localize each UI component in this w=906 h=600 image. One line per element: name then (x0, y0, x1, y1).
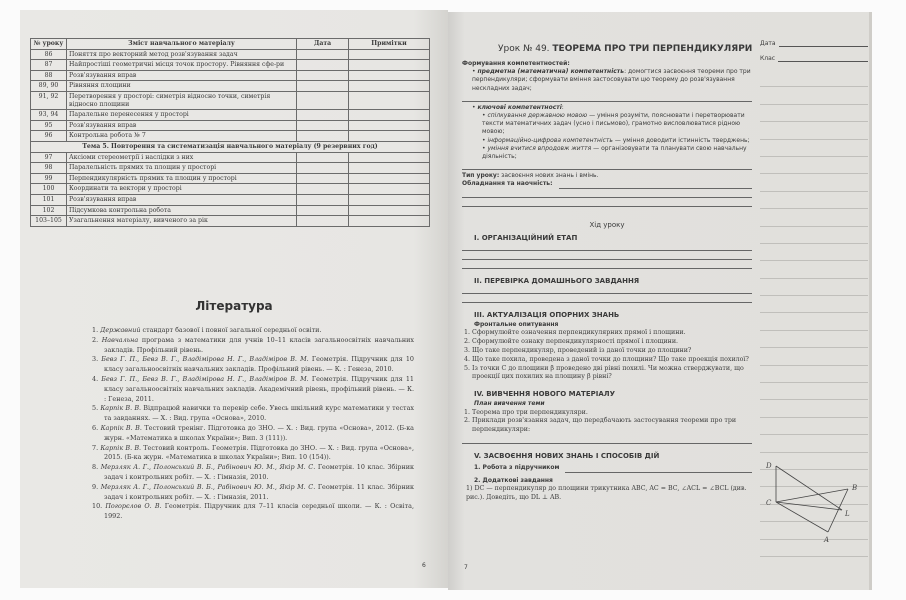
date-cell[interactable] (297, 205, 349, 216)
table-row (31, 152, 430, 163)
margin-line[interactable] (760, 435, 868, 452)
lit-author: Карпік В. В. (100, 423, 142, 432)
label-l: L (845, 510, 850, 518)
margin-line[interactable] (760, 227, 868, 244)
geometry-figure (766, 460, 866, 550)
subject-competence: • предметна (математична) компетентність: домогтися засвоєння теореми про три перпендикуляри; сформувати вміння застосовувати цю теорему до розв'язування нескладних задач; (472, 68, 751, 92)
lit-author: Погорєлов О. В. (105, 502, 162, 511)
label-d: D (766, 462, 772, 470)
literature-item: 7. Карпік В. В. Тестовий контроль. Геометрія. Підготовка до ЗНО. — Х. : Вид. група «Основа», 2015. (Б-ка журн. «Математика в школах України»; Вип. 10 (154)). (92, 443, 414, 462)
margin-line[interactable] (760, 383, 868, 400)
date-cell[interactable] (297, 194, 349, 205)
lesson-content: Узагальнення матеріалу, вивченого за рік (67, 216, 297, 227)
subject-comp-label: предметна (математична) компетентність (477, 68, 625, 76)
date-cell[interactable] (297, 81, 349, 92)
blank-line[interactable] (462, 189, 752, 198)
lit-ref: Тестовий контроль. Геометрія. Підготовка до ЗНО. — Х. : Вид. група «Основа», 2015. (Б-ка журн. «Математика в школах України»; Вип. 10 (154)). (104, 443, 414, 462)
table-row (31, 120, 430, 131)
textbook-field[interactable] (565, 464, 752, 473)
col-lesson-no: № уроку (31, 39, 67, 50)
lesson-content: Розв'язування вправ (67, 120, 297, 131)
section-3: III. АКТУАЛІЗАЦІЯ ОПОРНИХ ЗНАНЬ (474, 311, 620, 320)
blank-line[interactable] (462, 285, 752, 294)
lit-ref: Геометрія. Підручник для 11 класу загальноосвітніх навчальних закладів. Академічний рівень, профільний рівень. — К. : Генеза, 2011. (104, 374, 414, 403)
question-item: 4. Що таке похила, проведена з даної точки до площини? Що таке проекція похилої? (464, 355, 749, 363)
lesson-type: засвоєння нових знань і вмінь. (499, 172, 599, 180)
lit-ref: програма з математики для учнів 10–11 класів загальноосвітніх навчальних закладів. Профільний рівень. (104, 335, 414, 354)
lesson-content: Поняття про векторний метод розв'язування задач (67, 49, 297, 60)
date-cell[interactable] (297, 91, 349, 109)
literature-title: Література (195, 299, 273, 313)
task-1: 1) DC — перпендикуляр до площини трикутника ABC, AC = BC, ∠ACL = ∠BCL (див. рис.). Доведіть, що DL ⊥ AB. (466, 485, 747, 502)
col-date: Дата (297, 39, 349, 50)
margin-line[interactable] (760, 348, 868, 365)
key-item-label: інформаційно-цифрова компетентність (487, 136, 613, 144)
margin-line[interactable] (760, 87, 868, 104)
literature-item: 2. Навчальна програма з математики для учнів 10–11 класів загальноосвітніх навчальних закладів. Профільний рівень. (92, 335, 414, 354)
table-row (31, 81, 430, 92)
notes-cell[interactable] (349, 152, 430, 163)
key-item-label: спілкування державною мовою (487, 112, 588, 120)
lesson-content: Розв'язування вправ (67, 194, 297, 205)
key-item-text: — організовувати та планувати свою навчальну діяльність; (482, 144, 747, 161)
lesson-heading (498, 44, 752, 54)
margin-line[interactable] (760, 105, 868, 122)
notes-cell[interactable] (349, 110, 430, 121)
lit-ref: Відпрацюй навички та перевір себе. Увесь шкільний курс математики у тестах та завданнях. — Х. : Вид. група «Основа», 2010. (104, 404, 415, 423)
lit-author: Мерзляк А. Г., Полонський В. Б., Рабінович Ю. М., Якір М. С. (100, 463, 316, 472)
blank-line[interactable] (462, 435, 752, 444)
class-label: Клас (760, 55, 776, 62)
literature-item: 5. Карпік В. В. Відпрацюй навички та перевір себе. Увесь шкільний курс математики у тестах та завданнях. — Х. : Вид. група «Основа», 2010. (92, 404, 415, 423)
key-comp-label: ключові компетентності (477, 103, 562, 111)
notes-cell[interactable] (349, 173, 430, 184)
literature-item: 3. Бевз Г. П., Бевз В. Г., Владімірова Н. Г., Владіміров В. М. Геометрія. Підручник для 10 класу загальноосвітніх навчальних закладів. Профільний рівень. — К. : Генеза, 2010. (92, 355, 414, 374)
blank-line[interactable] (462, 294, 752, 303)
notes-cell[interactable] (349, 120, 430, 131)
section-3-sub: Фронтальне опитування (474, 321, 559, 329)
lesson-content: Перетворення у просторі: симетрія відносно точки, симетрія відносно площини (67, 91, 297, 109)
table-row (31, 60, 430, 71)
class-field[interactable] (778, 55, 868, 62)
section-5-1: 1. Робота з підручником (474, 464, 560, 472)
lesson-no: 98 (31, 163, 67, 174)
literature-item: 10. Погорєлов О. В. Геометрія. Підручник для 7–11 класів середньої школи. — К. : Освіта, 1992. (92, 502, 414, 521)
lit-ref: Геометрія. 11 клас. Збірник задач і контрольних робіт. — Х. : Гімназія, 2011. (104, 482, 414, 501)
plan-item: 1. Теорема про три перпендикуляри. (464, 408, 588, 416)
date-cell[interactable] (297, 110, 349, 121)
blank-line[interactable] (462, 93, 752, 102)
questions-list (462, 329, 752, 382)
label-a: A (824, 536, 830, 544)
key-item-label: уміння вчитися впродовж життя (487, 144, 592, 152)
topic-row: Тема 5. Повторення та систематизація навчального матеріалу (9 резервних год) (31, 141, 430, 152)
margin-line[interactable] (760, 400, 868, 417)
lesson-no: 99 (31, 173, 67, 184)
blank-line[interactable] (462, 198, 752, 207)
notes-cell[interactable] (349, 70, 430, 81)
key-item-text: — уміння доводити істинність тверджень; (612, 136, 750, 144)
lit-author: Бевз Г. П., Бевз В. Г., Владімірова Н. Г., Владіміров В. М. (101, 355, 309, 364)
lit-ref: стандарт базової і повної загальної середньої освіти. (140, 326, 322, 334)
margin-line[interactable] (760, 418, 868, 435)
section-2: II. ПЕРЕВІРКА ДОМАШНЬОГО ЗАВДАННЯ (474, 276, 640, 285)
lesson-content: Найпростіші геометричні місця точок простору. Рівняння сфе-ри (67, 60, 297, 71)
margin-line[interactable] (760, 261, 868, 278)
date-cell[interactable] (297, 152, 349, 163)
margin-line[interactable] (760, 209, 868, 226)
literature-item: 4. Бевз Г. П., Бевз В. Г., Владімірова Н. Г., Владіміров В. М. Геометрія. Підручник для 11 класу загальноосвітніх навчальних закладів. Академічний рівень, профільний рівень. — К. : Генеза, 2011. (92, 374, 414, 403)
lesson-content: Підсумкова контрольна робота (67, 205, 297, 216)
table-row (31, 49, 430, 60)
notes-cell[interactable] (349, 60, 430, 71)
table-row (31, 194, 430, 205)
lesson-title: ТЕОРЕМА ПРО ТРИ ПЕРПЕНДИКУЛЯРИ (552, 44, 753, 54)
section-4: IV. ВИВЧЕННЯ НОВОГО МАТЕРІАЛУ (474, 390, 615, 399)
literature-item: 9. Мерзляк А. Г., Полонський В. Б., Рабінович Ю. М., Якір М. С. Геометрія. 11 клас. Збірник задач і контрольних робіт. — Х. : Гімназія, 2011. (92, 482, 414, 501)
date-cell[interactable] (297, 163, 349, 174)
lesson-content: Перпендикулярність прямих та площин у просторі (67, 173, 297, 184)
plan-item: 2. Приклади розв'язання задач, що передбачають застосування теореми про три перпендикуляри: (464, 417, 737, 434)
lesson-content: Аксіоми стереометрії і наслідки з них (67, 152, 297, 163)
equipment-field[interactable] (559, 180, 753, 189)
page-number: 6 (422, 562, 426, 569)
date-cell[interactable] (297, 70, 349, 81)
margin-line[interactable] (760, 244, 868, 261)
notes-cell[interactable] (349, 81, 430, 92)
lesson-no: 101 (31, 194, 67, 205)
lesson-content: Рівняння площини (67, 81, 297, 92)
literature-item: 1. Державний стандарт базової і повної загальної середньої освіти. (92, 326, 322, 334)
margin-line[interactable] (760, 366, 868, 383)
lesson-no: 97 (31, 152, 67, 163)
lit-ref: Геометрія. Підручник для 7–11 класів середньої школи. — К. : Освіта, 1992. (104, 502, 414, 521)
date-cell[interactable] (297, 120, 349, 131)
right-page (448, 12, 872, 590)
lesson-plan (462, 60, 752, 503)
lesson-no: 86 (31, 49, 67, 60)
lesson-no: 102 (31, 205, 67, 216)
table-row (31, 205, 430, 216)
date-cell[interactable] (297, 173, 349, 184)
notes-cell[interactable] (349, 184, 430, 195)
key-competence-item: • уміння вчитися впродовж життя — організовувати та планувати свою навчальну діяльність; (482, 144, 747, 161)
plan-list (462, 409, 752, 435)
margin-line[interactable] (760, 313, 868, 330)
table-row (31, 184, 430, 195)
notes-cell[interactable] (349, 205, 430, 216)
question-item: 2. Сформулюйте ознаку перпендикулярності прямої і площини. (464, 338, 679, 346)
lit-author: Карпік В. В. (100, 404, 142, 413)
question-item: 1. Сформулюйте означення перпендикулярних прямої і площини. (464, 329, 686, 337)
lesson-type-label: Тип уроку: (462, 172, 500, 180)
lesson-content: Паралельність прямих та площин у просторі (67, 163, 297, 174)
blank-line[interactable] (462, 242, 752, 251)
lit-author: Бевз Г. П., Бевз В. Г., Владімірова Н. Г., Владіміров В. М. (101, 374, 309, 383)
margin-line[interactable] (760, 122, 868, 139)
key-item-text: — уміння розуміти, пояснювати і перетворювати тексти математичних задач (усно і письмово), грамотно висловлюватися рідною мовою; (482, 112, 745, 136)
table-row (31, 110, 430, 121)
lit-author: Навчальна (101, 335, 139, 344)
margin-line[interactable] (760, 140, 868, 157)
blank-line[interactable] (462, 161, 752, 170)
lesson-number: Урок № 49. (498, 44, 550, 54)
date-cell[interactable] (297, 184, 349, 195)
literature-item: 6. Карпік В. В. Тестовий тренінг. Підготовка до ЗНО. — Х. : Вид. група «Основа», 2012. (Б-ка журн. «Математика в школах України»; Вип. 3 (111)). (92, 423, 414, 442)
notes-cell[interactable] (349, 216, 430, 227)
margin-line[interactable] (760, 70, 868, 87)
date-cell[interactable] (297, 60, 349, 71)
margin-line[interactable] (760, 331, 868, 348)
key-competence-item: • інформаційно-цифрова компетентність — уміння доводити істинність тверджень; (482, 136, 750, 144)
lit-author: Карпік В. В. (100, 443, 142, 452)
col-content: Зміст навчального матеріалу (67, 39, 297, 50)
section-5-2: 2. Додаткові завдання (474, 477, 553, 485)
label-c: C (766, 499, 772, 507)
blank-line[interactable] (462, 260, 752, 269)
notes-cell[interactable] (349, 163, 430, 174)
lesson-no: 100 (31, 184, 67, 195)
table-row (31, 70, 430, 81)
lit-ref: Геометрія. 10 клас. Збірник задач і контрольних робіт. — Х. : Гімназія, 2010. (104, 463, 414, 481)
lesson-no: 103–105 (31, 216, 67, 227)
course-title: Хід уроку (589, 221, 625, 230)
lesson-no: 91, 92 (31, 91, 67, 109)
table-row (31, 163, 430, 174)
table-row (31, 91, 430, 109)
subject-comp-text: : домогтися засвоєння теореми про три перпендикуляри; сформувати вміння застосовувати цю теорему до розв'язування нескладних задач; (472, 68, 751, 92)
lesson-no: 96 (31, 131, 67, 142)
date-label: Дата (760, 40, 776, 47)
section-1: I. ОРГАНІЗАЦІЙНИЙ ЕТАП (474, 233, 578, 242)
notes-cell[interactable] (349, 49, 430, 60)
margin-line[interactable] (760, 174, 868, 191)
key-competence: • ключові компетентності: (472, 103, 564, 111)
date-field[interactable] (779, 40, 868, 47)
equipment-label: Обладнання та наочність: (462, 180, 553, 188)
key-competence-item: • спілкування державною мовою — уміння розуміти, пояснювати і перетворювати тексти математичних задач (усно і письмово), грамотно висловлюватися рідною мовою; (482, 112, 745, 136)
margin-line[interactable] (760, 192, 868, 209)
question-item: 5. Із точки C до площини β проведено дві рівні похилі. Чи можна стверджувати, що проекції цих похилих на площину β рівні? (464, 364, 744, 381)
lesson-content: Розв'язування вправ (67, 70, 297, 81)
margin-line[interactable] (760, 296, 868, 313)
competencies-heading: Формування компетентностей: (462, 60, 570, 67)
lesson-no: 88 (31, 70, 67, 81)
lesson-content: Контрольна робота № 7 (67, 131, 297, 142)
lesson-no: 95 (31, 120, 67, 131)
lit-ref: Геометрія. Підручник для 10 класу загальноосвітніх навчальних закладів. Профільний рівень. — К. : Генеза, 2010. (104, 355, 414, 374)
date-cell[interactable] (297, 49, 349, 60)
section-4-sub: План вивчення теми (474, 400, 545, 408)
label-b: B (852, 484, 858, 492)
margin-line[interactable] (760, 279, 868, 296)
notes-cell[interactable] (349, 91, 430, 109)
date-cell[interactable] (297, 131, 349, 142)
lit-author: Мерзляк А. Г., Полонський В. Б., Рабінович Ю. М., Якір М. С. (100, 482, 316, 491)
notes-cell[interactable] (349, 194, 430, 205)
date-cell[interactable] (297, 216, 349, 227)
literature-item: 8. Мерзляк А. Г., Полонський В. Б., Рабінович Ю. М., Якір М. С. Геометрія. 10 клас. Збірник задач і контрольних робіт. — Х. : Гімназія, 2010. (92, 463, 414, 481)
table-row (31, 173, 430, 184)
page-number: 7 (464, 564, 468, 571)
section-5: V. ЗАСВОЄННЯ НОВИХ ЗНАНЬ І СПОСОБІВ ДІЙ (474, 452, 660, 461)
notes-cell[interactable] (349, 131, 430, 142)
lesson-no: 93, 94 (31, 110, 67, 121)
table-row (31, 131, 430, 142)
lesson-content: Паралельне перенесення у просторі (67, 110, 297, 121)
lesson-content: Координати та вектори у просторі (67, 184, 297, 195)
literature-list (92, 326, 414, 522)
table-row (31, 216, 430, 227)
question-item: 3. Що таке перпендикуляр, проведений із даної точки до площини? (464, 347, 692, 355)
lit-ref: Тестовий тренінг. Підготовка до ЗНО. — Х. : Вид. група «Основа», 2012. (Б-ка журн. «Математика в школах України»; Вип. 3 (111)). (104, 423, 414, 442)
curriculum-table (30, 38, 430, 227)
margin-line[interactable] (760, 157, 868, 174)
lit-author: Державний (100, 326, 141, 334)
lesson-no: 89, 90 (31, 81, 67, 92)
blank-line[interactable] (462, 251, 752, 260)
lesson-no: 87 (31, 60, 67, 71)
left-page (20, 10, 448, 588)
col-notes: Примітки (349, 39, 430, 50)
